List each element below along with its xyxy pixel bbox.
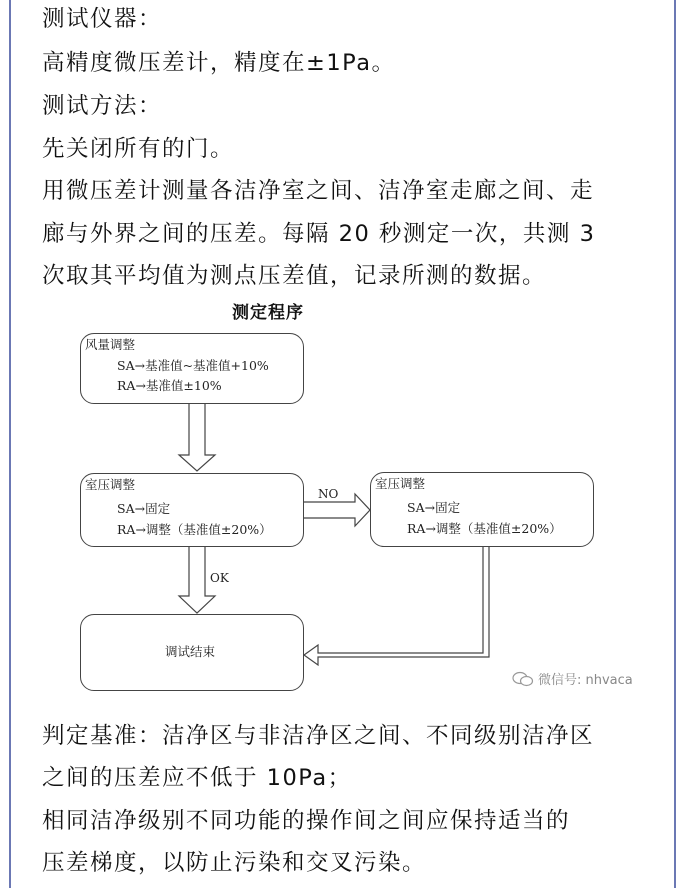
box-room-right-heading: 室压调整 [375,476,426,491]
method-paragraph-line-2: 廊与外界之间的压差。每隔 20 秒测定一次，共测 3 [42,221,596,247]
criteria-line-3: 相同洁净级别不同功能的操作间之间应保持适当的 [42,808,571,834]
method-paragraph-line-1: 用微压差计测量各洁净室之间、洁净室走廊之间、走 [42,178,595,204]
method-step-close-doors: 先关闭所有的门。 [42,136,235,162]
label-test-method: 测试方法： [42,93,163,119]
watermark [512,669,633,688]
box-room-left-heading: 室压调整 [85,477,136,492]
label-no: NO [318,487,339,501]
wechat-icon [512,671,534,687]
box-room-right-sa: SA→固定 [407,500,461,515]
box-room-left-ra: RA→调整（基准值±20%） [117,522,272,537]
box-room-pressure-left [80,473,304,547]
watermark-text: 微信号: nhvaca [538,673,633,688]
criteria-line-4: 压差梯度，以防止污染和交叉污染。 [42,850,427,876]
instrument-description: 高精度微压差计，精度在±1Pa。 [42,50,396,76]
box-airflow-heading: 风量调整 [85,337,136,352]
box-airflow-ra: RA→基准值±10% [117,378,222,393]
diagram-title: 测定程序 [232,303,304,323]
label-ok: OK [210,571,229,585]
box-airflow-adjust [80,333,304,404]
label-test-instrument: 测试仪器： [42,6,163,32]
criteria-line-2: 之间的压差应不低于 10Pa； [42,765,352,791]
method-paragraph-line-3: 次取其平均值为测点压差值，记录所测的数据。 [42,263,547,289]
box-room-right-ra: RA→调整（基准值±20%） [407,521,562,536]
box-end-label: 调试结束 [165,644,216,659]
arrow-down-1 [179,404,215,471]
box-room-pressure-right [370,472,594,547]
box-airflow-sa: SA→基准值~基准值+10% [117,358,269,373]
criteria-line-1: 判定基准：洁净区与非洁净区之间、不同级别洁净区 [42,723,595,749]
arrow-return [304,547,489,665]
box-room-left-sa: SA→固定 [117,501,171,516]
box-commissioning-end [80,614,304,691]
